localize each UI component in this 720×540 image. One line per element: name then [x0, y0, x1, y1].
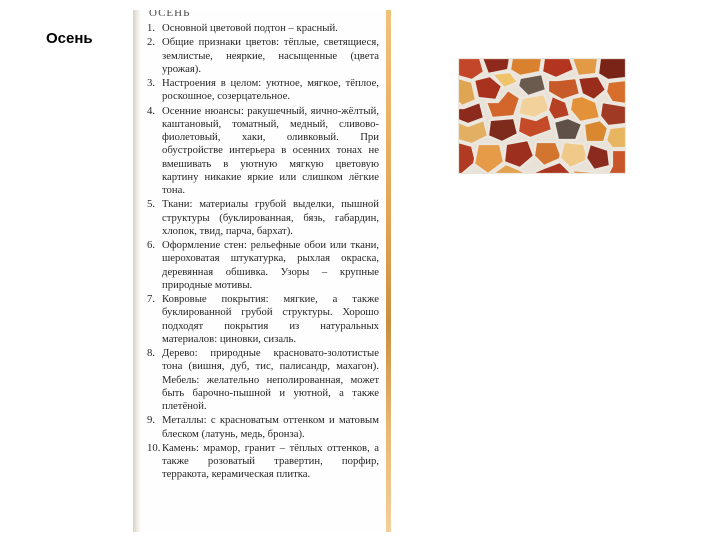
- item-number: 2.: [147, 36, 156, 49]
- page-heading: ОСЕНЬ: [149, 10, 191, 19]
- item-number: 6.: [147, 239, 156, 252]
- stone-wall-image: [458, 58, 626, 174]
- item-text: Камень: мрамор, гранит – тёплых оттенков, а также розоватый травертин, порфир, терракота, керамическая плитка.: [162, 441, 379, 481]
- item-text: Осенние нюансы: ракушечный, яично-жёлтый, каштановый, томатный, медный, сливово-фиолетовый, хаки, оливковый. При обустройстве интерьера в осенних тонах не вмешивать в уютную мягкую цветовую картину никакие яркие или слишком лёгкие тона.: [162, 104, 379, 196]
- slide-title: Осень: [46, 30, 93, 47]
- item-number: 9.: [147, 414, 156, 427]
- list-item: [147, 414, 379, 440]
- item-text: Ткани: материалы грубой выделки, пышной структуры (буклированная, бязь, габардин, хлопок, твид, парча, бархат).: [162, 198, 379, 237]
- item-number: 3.: [147, 77, 156, 90]
- list-item: [147, 22, 379, 35]
- list-item: [147, 36, 379, 76]
- list-item: [147, 239, 379, 292]
- item-number: 8.: [147, 347, 156, 360]
- page-color-stripe: [386, 10, 391, 532]
- item-text: Общие признаки цветов: тёплые, светящиеся, землистые, неяркие, насыщенные (цвета урожая).: [162, 36, 379, 75]
- item-text: Основной цветовой подтон – красный.: [162, 22, 338, 34]
- item-number: 10.: [147, 441, 161, 454]
- item-text: Металлы: с красноватым оттенком и матовым блеском (латунь, медь, бронза).: [162, 414, 379, 440]
- item-number: 7.: [147, 293, 156, 306]
- list-item: [147, 198, 379, 238]
- autumn-list: [147, 22, 379, 483]
- item-text: Ковровые покрытия: мягкие, а также буклированной грубой структуры. Хорошо подходят покрытия из натуральных материалов: циновки, сизаль.: [162, 293, 379, 345]
- scanned-page: [133, 10, 391, 532]
- list-item: [147, 347, 379, 413]
- list-item: [147, 105, 379, 197]
- item-number: 1.: [147, 22, 156, 34]
- item-text: Оформление стен: рельефные обои или ткани, шероховатая штукатурка, рыхлая окраска, деревянная обшивка. Узоры – крупные природные мотивы.: [162, 239, 379, 291]
- item-number: 5.: [147, 198, 156, 211]
- list-item: [147, 293, 379, 346]
- list-item: [147, 77, 379, 103]
- page-edge-shadow: [133, 10, 141, 532]
- list-item: [147, 442, 379, 482]
- item-text: Дерево: природные красновато-золотистые тона (вишня, дуб, тис, палисандр, махагон). Мебель: желательно неполированная, может быть барочно-пышной и уютной, а также плетёной.: [162, 347, 379, 412]
- item-text: Настроения в целом: уютное, мягкое, тёплое, роскошное, созерцательное.: [162, 77, 379, 103]
- item-number: 4.: [147, 104, 156, 117]
